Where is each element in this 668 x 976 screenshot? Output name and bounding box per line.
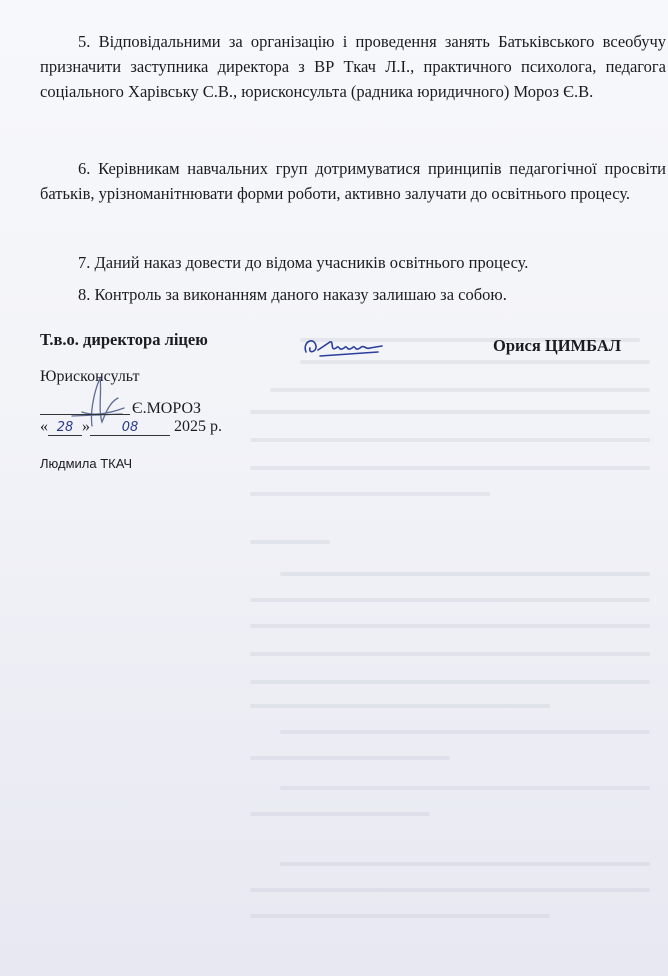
approval-name: Є.МОРОЗ xyxy=(132,400,202,417)
paragraph-text: Даний наказ довести до відома учасників освітнього процесу. xyxy=(94,253,529,272)
executor-name: Людмила ТКАЧ xyxy=(40,456,133,471)
signatory-name: Орися ЦИМБАЛ xyxy=(493,336,622,355)
paragraph-number: 6. xyxy=(78,159,91,178)
approval-date xyxy=(40,418,222,436)
paragraph-8 xyxy=(40,282,666,307)
director-signature-icon xyxy=(300,330,386,362)
paragraph-number: 7. xyxy=(78,253,91,272)
paragraph-5 xyxy=(40,29,666,104)
paragraph-text: Контроль за виконанням даного наказу залишаю за собою. xyxy=(94,285,507,304)
approval-position: Юрисконсульт xyxy=(40,368,140,385)
approval-signature-line xyxy=(40,414,130,415)
approval-day: 28 xyxy=(48,420,82,436)
approval-month: 08 xyxy=(90,420,170,436)
approval-year: 2025 р. xyxy=(174,418,222,435)
paragraph-number: 8. xyxy=(78,285,91,304)
signatory-title: Т.в.о. директора ліцею xyxy=(40,330,208,349)
quote-open: « xyxy=(40,418,48,435)
paragraph-7 xyxy=(40,250,666,275)
paragraph-text: Відповідальними за організацію і проведення занять Батьківського всеобучу призначити заступника директора з ВР Ткач Л.І., практичного психолога, педагога соціального Харівську С.В., юрисконсульта (радника юридичного) Мороз Є.В. xyxy=(40,32,666,101)
paragraph-number: 5. xyxy=(78,32,91,51)
paragraph-6 xyxy=(40,156,666,206)
paragraph-text: Керівникам навчальних груп дотримуватися принципів педагогічної просвіти батьків, урізноманітнювати форми роботи, активно залучати до освітнього процесу. xyxy=(40,159,666,203)
quote-close: » xyxy=(82,418,90,435)
